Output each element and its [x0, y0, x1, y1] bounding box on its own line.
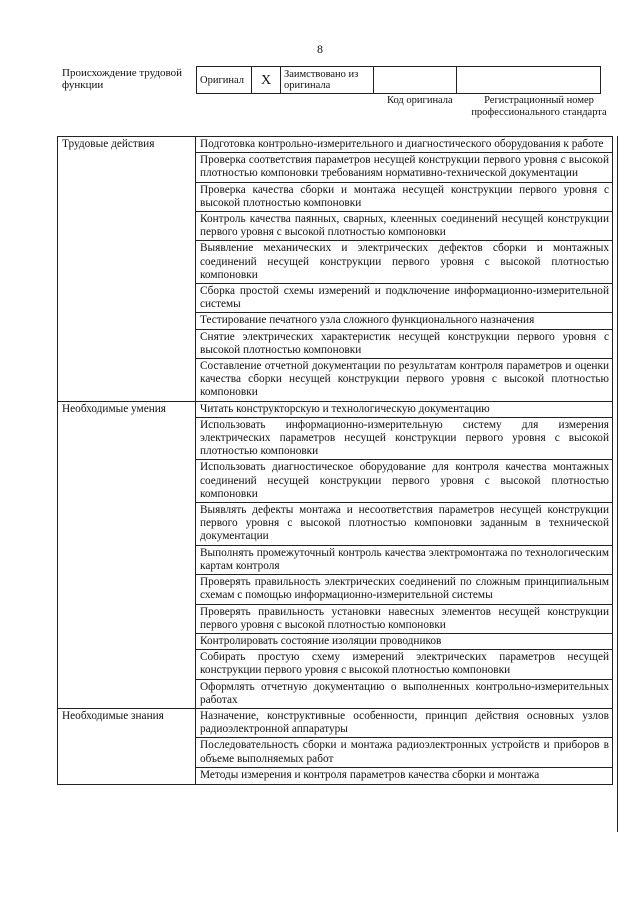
section-item: Проверка качества сборки и монтажа несущей конструкции первого уровня с высокой плотностью компоновки: [196, 182, 613, 211]
origin-table: [196, 66, 601, 94]
section-item: Снятие электрических характеристик несущей конструкции первого уровня с высокой плотностью компоновки: [196, 329, 613, 358]
right-margin-line: [617, 136, 618, 832]
section-item: Последовательность сборки и монтажа радиоэлектронных устройств и приборов в объеме выполняемых работ: [196, 738, 613, 767]
section-item: Оформлять отчетную документацию о выполненных контрольно-измерительных работах: [196, 679, 613, 708]
table-row: [58, 137, 613, 153]
table-row: [58, 708, 613, 737]
section-item: Проверять правильность установки навесных элементов несущей конструкции первого уровня с высокой плотностью компоновки: [196, 604, 613, 633]
reg-number-label: Регистрационный номер профессионального стандарта: [471, 95, 607, 118]
original-code-cell: [374, 67, 457, 94]
section-item: Использовать диагностическое оборудование для контроля качества монтажных соединений несущей конструкции первого уровня с высокой плотностью компоновки: [196, 460, 613, 503]
section-item-text: Методы измерения и контроля параметров качества сборки и монтажа: [200, 768, 540, 781]
section-title: Трудовые действия: [58, 137, 196, 402]
table-row: [58, 401, 613, 417]
section-item: Тестирование печатного узла сложного функционального назначения: [196, 313, 613, 329]
section-item: Составление отчетной документации по результатам контроля параметров и оценки качества сборки несущей конструкции первого уровня с высокой плотностью компоновки: [196, 359, 613, 402]
reg-number-cell: [457, 67, 601, 94]
section-item: Проверять правильность электрических соединений по сложным принципиальным схемам с помощью информационно-измерительной системы: [196, 575, 613, 604]
section-item: Контролировать состояние изоляции проводников: [196, 633, 613, 649]
section-item: Контроль качества паянных, сварных, клеенных соединений несущей конструкции первого уровня с высокой плотностью компоновки: [196, 212, 613, 241]
section-item: [196, 767, 613, 784]
section-item: Выявление механических и электрических дефектов сборки и монтажных соединений несущей конструкции первого уровня с высокой плотностью компоновки: [196, 241, 613, 284]
section-item: Выявлять дефекты монтажа и несоответствия параметров несущей конструкции первого уровня с высокой плотностью компоновки заданным в технической документации: [196, 503, 613, 546]
section-item: Выполнять промежуточный контроль качества электромонтажа по технологическим картам контроля: [196, 545, 613, 574]
page-number: 8: [317, 42, 323, 56]
origin-label: Происхождение трудовой функции: [62, 67, 183, 91]
section-title: Необходимые знания: [58, 708, 196, 784]
section-title: Необходимые умения: [58, 401, 196, 708]
section-item: Сборка простой схемы измерений и подключение информационно-измерительной системы: [196, 284, 613, 313]
function-table: [57, 136, 613, 785]
original-label: Оригинал: [197, 67, 252, 94]
section-item: Проверка соответствия параметров несущей конструкции первого уровня с высокой плотностью компоновки требованиям нормативно-технической документации: [196, 153, 613, 182]
section-item: Использовать информационно-измерительную систему для измерения электрических параметров несущей конструкции первого уровня с высокой плотностью компоновки: [196, 417, 613, 460]
section-item: Назначение, конструктивные особенности, принцип действия основных узлов радиоэлектронной аппаратуры: [196, 708, 613, 737]
section-item: Собирать простую схему измерений электрических параметров несущей конструкции первого уровня с высокой плотностью компоновки: [196, 650, 613, 679]
section-item: Читать конструкторскую и технологическую документацию: [196, 401, 613, 417]
code-label: Код оригинала: [387, 95, 453, 106]
section-item: Подготовка контрольно-измерительного и диагностического оборудования к работе: [196, 137, 613, 153]
borrowed-label: Заимствовано из оригинала: [281, 67, 374, 94]
original-mark: X: [252, 67, 281, 94]
